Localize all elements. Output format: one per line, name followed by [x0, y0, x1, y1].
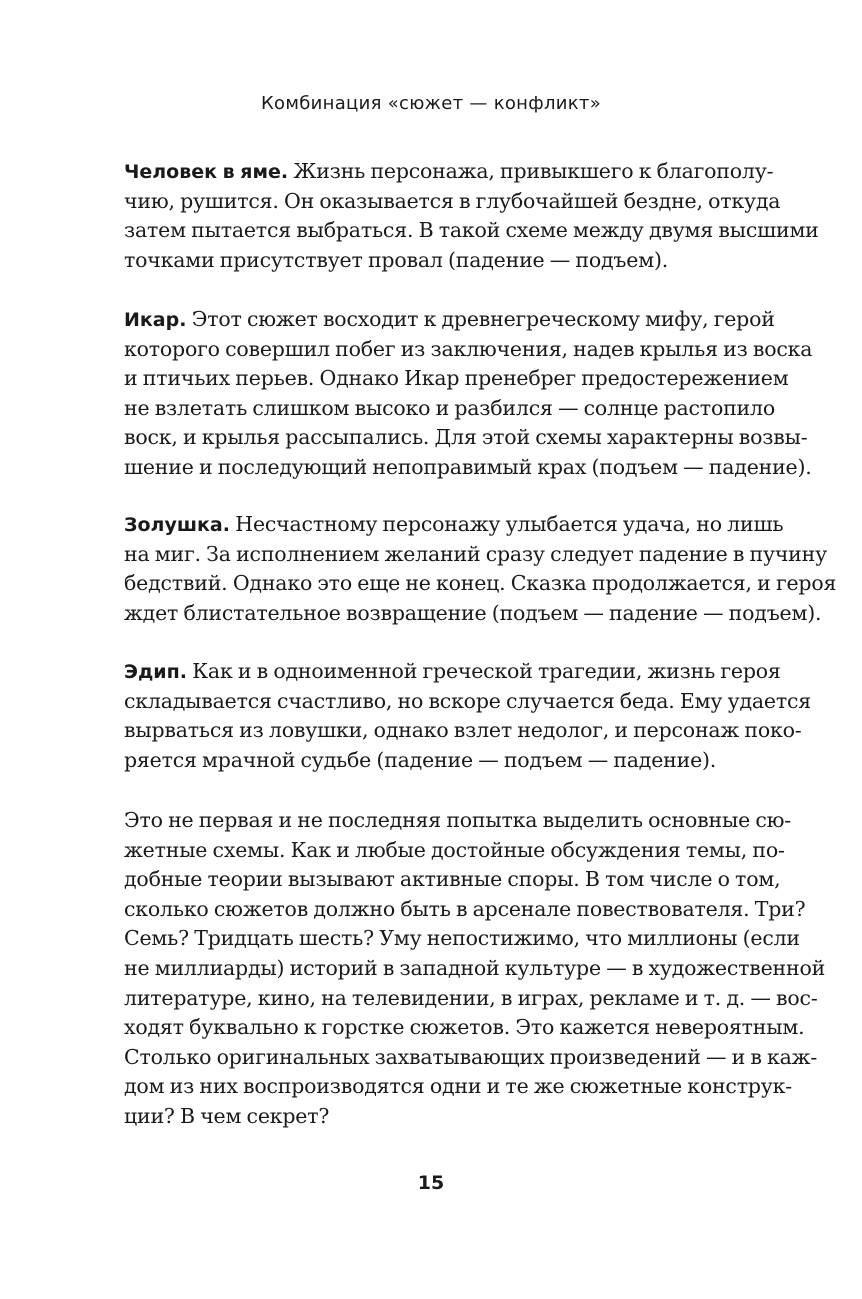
text-line: Золушка. Несчастному персонажу улыбается удача, но лишь: [124, 512, 784, 536]
text-line: вырваться из ловушки, однако взлет недолог, и персонаж поко-: [124, 718, 802, 743]
section-term: Эдип.: [124, 661, 187, 683]
text-line: складывается счастливо, но вскоре случается беда. Ему удается: [124, 688, 811, 713]
text-line: чию, рушится. Он оказывается в глубочайшей бездне, откуда: [124, 188, 781, 213]
running-header: Комбинация «сюжет — конфликт»: [260, 93, 602, 114]
text-line: Человек в яме. Жизнь персонажа, привыкшего к благополу-: [124, 159, 774, 183]
text-line: затем пытается выбраться. В такой схеме между двумя высшими: [124, 218, 819, 243]
text-line: дом из них воспроизводятся одни и те же сюжетные конструк-: [124, 1074, 792, 1099]
text-line: бедствий. Однако это еще не конец. Сказка продолжается, и героя: [124, 571, 837, 596]
text-line: Икар. Этот сюжет восходит к древнегреческому мифу, герой: [124, 307, 775, 331]
text-line: которого совершил побег из заключения, надев крылья из воска: [124, 336, 813, 361]
text-line: Это не первая и не последняя попытка выделить основные сю-: [124, 808, 791, 832]
section-term: Икар.: [124, 309, 187, 331]
text-line: на миг. За исполнением желаний сразу следует падение в пучину: [124, 541, 827, 566]
text-line: Семь? Тридцать шесть? Уму непостижимо, что миллионы (если: [124, 926, 800, 951]
page-number: 15: [417, 1172, 445, 1194]
text-line: ждет блистательное возвращение (подъем — падение — подъем).: [124, 600, 822, 625]
text-line: не миллиарды) историй в западной культуре — в художественной: [124, 955, 826, 980]
text-line: литературе, кино, на телевидении, в играх, рекламе и т. д. — вос-: [124, 985, 818, 1010]
text-line: ряется мрачной судьбе (падение — подъем — падение).: [124, 747, 717, 772]
section-cinderella: [124, 510, 837, 628]
text-line: воск, и крылья рассыпались. Для этой схемы характерны возвы-: [124, 425, 808, 450]
text-line: сколько сюжетов должно быть в арсенале повествователя. Три?: [124, 896, 806, 921]
section-man-in-hole: [124, 157, 819, 275]
text-line: ходят буквально к горстке сюжетов. Это кажется невероятным.: [124, 1015, 805, 1040]
text-line: Столько оригинальных захватывающих произведений — и в каж-: [124, 1044, 818, 1069]
section-term: Золушка.: [124, 514, 230, 536]
closing-paragraph: [124, 806, 826, 1132]
text-line: не взлетать слишком высоко и разбился — солнце растопило: [124, 395, 775, 420]
section-term: Человек в яме.: [124, 161, 289, 183]
text-line: добные теории вызывают активные споры. В том числе о том,: [124, 867, 781, 892]
text-line: и птичьих перьев. Однако Икар пренебрег предостережением: [124, 366, 789, 391]
section-oedipus: [124, 657, 811, 775]
text-line: жетные схемы. Как и любые достойные обсуждения темы, по-: [124, 837, 785, 862]
text-line: точками присутствует провал (падение — подъем).: [124, 247, 669, 272]
section-icarus: [124, 305, 813, 483]
text-line: шение и последующий непоправимый крах (подъем — падение).: [124, 454, 812, 479]
text-line: Эдип. Как и в одноименной греческой трагедии, жизнь героя: [124, 659, 781, 683]
text-line: ции? В чем секрет?: [124, 1103, 330, 1128]
